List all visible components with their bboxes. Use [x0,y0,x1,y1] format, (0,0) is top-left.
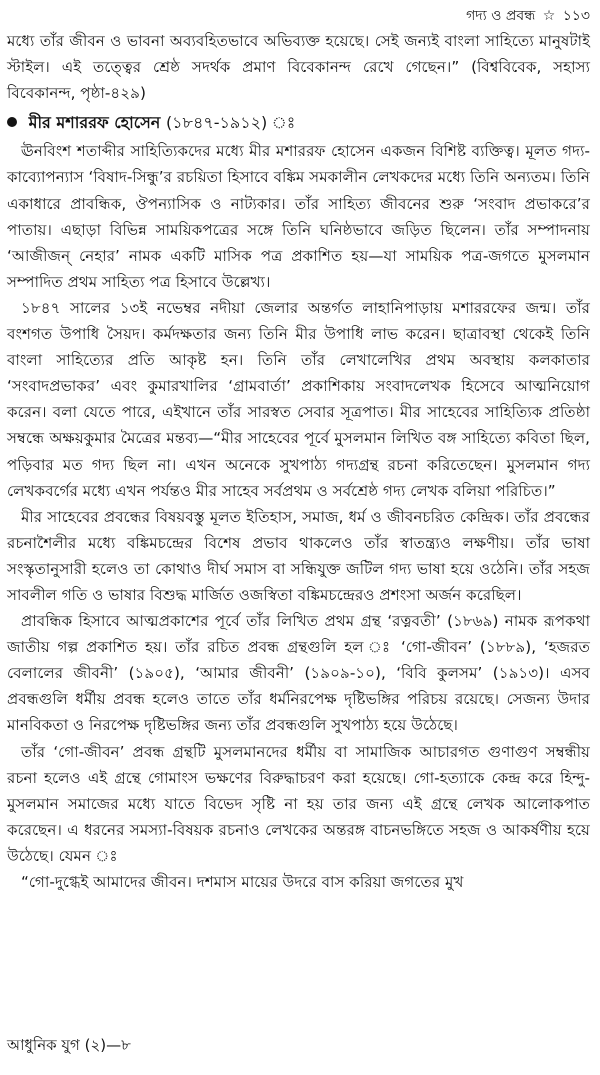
star-icon: ☆ [542,8,556,24]
bullet-icon [7,117,17,127]
section-heading [7,110,590,136]
header-title: গদ্য ও প্রবন্ধ [466,8,536,24]
paragraph: তাঁর ‘গো-জীবন’ প্রবন্ধ গ্রন্থটি মুসলমানদের ধর্মীয় বা সামাজিক আচারগত গুণাগুণ সম্বন্ধীয় রচনা হলেও এই গ্রন্থে গোমাংস ভক্ষণের বিরুদ্ধাচরণ করা হয়েছে। গো-হত্যাকে কেন্দ্র করে হিন্দু-মুসলমান সমাজের মধ্যে যাতে বিভেদ সৃষ্টি না হয় তার জন্য এই গ্রন্থে লেখক আলোকপাত করেছেন। এ ধরনের সমস্যা-বিষয়ক রচনাও লেখকের অন্তরঙ্গ বাচনভঙ্গিতে সহজ ও আকর্ষণীয় হয়ে উঠেছে। যেমন ঃ [7,742,590,865]
continuation-paragraph: মধ্যে তাঁর জীবন ও ভাবনা অব্যবহিতভাবে অভিব্যক্ত হয়েছে। সেই জন্যই বাংলা সাহিত্যে মানুষটাই স্টাইল। এই তত্ত্বের শ্রেষ্ঠ সদর্থক প্রমাণ বিবেকানন্দ রেখে গেছেন।” (বিশ্ববিবেক, সহাস্য বিবেকানন্দ, পৃষ্ঠা-৪২৯) [7,32,590,103]
paragraph: ১৮৪৭ সালের ১৩ই নভেম্বর নদীয়া জেলার অন্তর্গত লাহানিপাড়ায় মশাররফের জন্ম। তাঁর বংশগত উপাধি সৈয়দ। কর্মদক্ষতার জন্য তিনি মীর উপাধি লাভ করেন। ছাত্রাবস্থা থেকেই তিনি বাংলা সাহিত্যের প্রতি আকৃষ্ট হন। তিনি তাঁর লেখালেখির প্রথম অবস্থায় কলকাতার ‘সংবাদপ্রভাকর’ এবং কুমারখালির ‘গ্রামবার্তা’ প্রকাশিকায় সংবাদলেখক হিসেবে আত্মনিয়োগ করেন। বলা যেতে পারে, এইখানে তাঁর সারস্বত সেবার সূত্রপাত। মীর সাহেবের সাহিত্যিক প্রতিষ্ঠা সম্বন্ধে অক্ষয়কুমার মৈত্রের মন্তব্য—“মীর সাহেবের পূর্বে মুসলমান লিখিত বঙ্গ সাহিত্যে কবিতা ছিল, পড়িবার মত গদ্য ছিল না। এখন অনেকে সুখপাঠ্য গদ্যগ্রন্থ রচনা করিতেছেন। মুসলমান গদ্য লেখকবর্গের মধ্যে এখন পর্যন্তও মীর সাহেব সর্বপ্রথম ও সর্বশ্রেষ্ঠ গদ্য লেখক বলিয়া পরিচিত।” [7,298,590,500]
paragraph: ঊনবিংশ শতাব্দীর সাহিত্যিকদের মধ্যে মীর মশাররফ হোসেন একজন বিশিষ্ট ব্যক্তিত্ব। মূলত গদ্য-কাব্যোপন্যাস ‘বিষাদ-সিন্ধু’র রচয়িতা হিসাবে বঙ্কিম সমকালীন লেখকদের মধ্যে তিনি অন্যতম। তিনি একাধারে প্রাবন্ধিক, ঔপন্যাসিক ও নাট্যকার। তাঁর সাহিত্য জীবনের শুরু ‘সংবাদ প্রভাকরে’র পাতায়। এছাড়া বিভিন্ন সাময়িকপত্রের সঙ্গে তিনি ঘনিষ্ঠভাবে জড়িত ছিলেন। তাঁর সম্পাদনায় ‘আজীজন্ নেহার’ নামক একটি মাসিক পত্র প্রকাশিত হয়—যা সাময়িক পত্র-জগতে মুসলমান সম্পাদিত প্রথম সাহিত্য পত্র হিসাবে উল্লেখ্য। [7,142,590,291]
section-name: মীর মশাররফ হোসেন [28,113,161,133]
page-number: ১১৩ [562,8,590,24]
section-years: (১৮৪৭-১৯১২) ঃ [165,113,296,133]
page-body [7,28,590,895]
paragraph: প্রাবন্ধিক হিসাবে আত্মপ্রকাশের পূর্বে তাঁর লিখিত প্রথম গ্রন্থ ‘রত্নবতী’ (১৮৬৯) নামক রূপকথা জাতীয় গল্প প্রকাশিত হয়। তাঁর রচিত প্রবন্ধ গ্রন্থগুলি হল ঃ ‘গো-জীবন’ (১৮৮৯), ‘হজরত বেলালের জীবনী’ (১৯০৫), ‘আমার জীবনী’ (১৯০৯-১০), ‘বিবি কুলসম’ (১৯১৩)। এসব প্রবন্ধগুলি ধর্মীয় প্রবন্ধ হলেও তাতে তাঁর ধর্মনিরপেক্ষ দৃষ্টিভঙ্গির পরিচয় রয়েছে। সেজন্য উদার মানবিকতা ও নিরপেক্ষ দৃষ্টিভঙ্গির জন্য তাঁর প্রবন্ধগুলি সুখপাঠ্য হয়ে উঠেছে। [7,612,590,735]
quote-paragraph: “গো-দুগ্ধেই আমাদের জীবন। দশমাস মায়ের উদরে বাস করিয়া জগতের মুখ [21,873,464,891]
running-header [466,4,590,28]
page-footer: আধুনিক যুগ (২)—৮ [7,1036,131,1054]
paragraph: মীর সাহেবের প্রবন্ধের বিষয়বস্তু মূলত ইতিহাস, সমাজ, ধর্ম ও জীবনচরিত কেন্দ্রিক। তাঁর প্রবন্ধের রচনাশৈলীর মধ্যে বঙ্কিমচন্দ্রের বিশেষ প্রভাব থাকলেও তাঁর স্বাতন্ত্র্যও লক্ষণীয়। তাঁর ভাষা সংস্কৃতানুসারী হলেও তা কোথাও দীর্ঘ সমাস বা সন্ধিযুক্ত জটিল গদ্য ভাষা হয়ে ওঠেনি। তাঁর সহজ সাবলীল গতি ও ভাষার বিশুদ্ধ মার্জিত ওজস্বিতা বঙ্কিমচন্দ্রেরও প্রশংসা অর্জন করেছিল। [7,507,590,604]
